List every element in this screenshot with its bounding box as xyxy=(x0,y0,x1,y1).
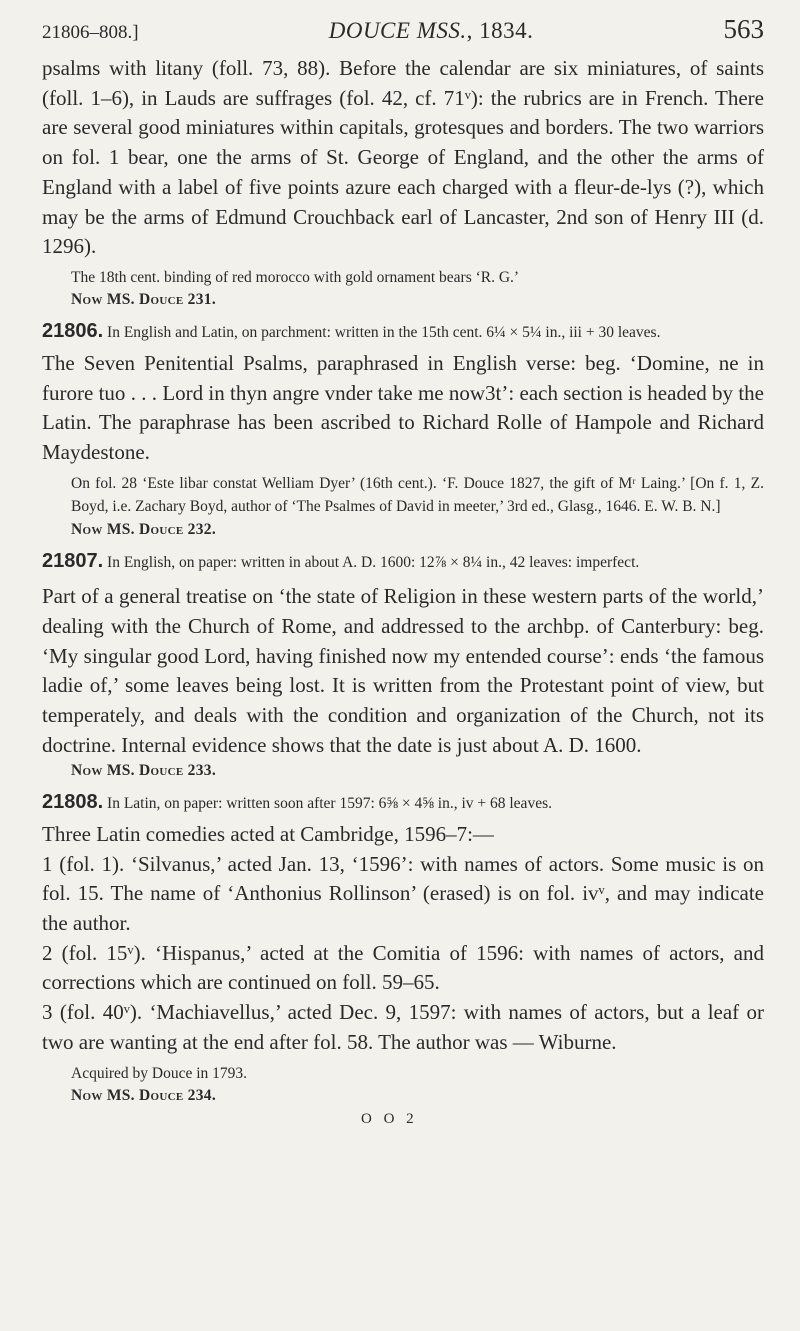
page xyxy=(42,14,764,1128)
entry-description: In English, on paper: written in about A. D. 1600: 12⅞ × 8¼ in., 42 leaves: imperfect. xyxy=(107,553,640,571)
entry-heading-21808 xyxy=(42,791,764,816)
entry-body-21807: Part of a general treatise on ‘the state of Religion in these western parts of the world,’ dealing with the Church of Rome, and addressed to the archbp. of Canterbury: beg. ‘My singular good Lord, having finished now my entended course’: ends ‘the famous ladie of,’ some leaves being lost. It is written from the Protestant point of view, but temperately, and deals with the condition and organization of the Church, not its doctrine. Internal evidence shows that the date is just about A. D. 1600. xyxy=(42,584,764,757)
entry-range: 21806–808.] xyxy=(42,22,139,43)
running-year: , 1834. xyxy=(466,18,534,43)
acquisition-note: Acquired by Douce in 1793. xyxy=(71,1064,248,1082)
shelfmark-text: Now MS. Douce 233. xyxy=(71,762,216,780)
entry-body-21806: The Seven Penitential Psalms, paraphrased in English verse: beg. ‘Domine, ne in furore tuo . . . Lord in thyn angre vnder take me now3t’: each section is headed by the Latin. The paraphrase has been ascribed to Richard Rolle of Hampole and Richard Maydestone. xyxy=(42,350,764,465)
entry-number: 21806. xyxy=(42,320,104,343)
list-item: 2 (fol. 15ᵛ). ‘Hispanus,’ acted at the Comitia of 1596: with names of actors, and corrections which are continued on foll. 59–65. xyxy=(42,940,764,995)
shelfmark-text: Now MS. Douce 232. xyxy=(71,520,216,538)
list-item: 1 (fol. 1). ‘Silvanus,’ acted Jan. 13, ‘1596’: with names of actors. Some music is on fol. 15. The name of ‘Anthonius Rollinson’ (erased) is on fol. ivᵛ, and may indicate the author. xyxy=(42,851,764,936)
entry-note-21806: On fol. 28 ‘Este libar constat Welliam Dyer’ (16th cent.). ‘F. Douce 1827, the gift of Mʳ Laing.’ [On f. 1, Z. Boyd, i.e. Zachary Boyd, author of ‘The Psalmes of David in meeter,’ 3rd ed., Glasg., 1646. E. W. B. N.] xyxy=(71,474,764,516)
shelfmark-text: Now MS. Douce 234. xyxy=(71,1087,216,1105)
running-title xyxy=(329,18,534,44)
shelfmark xyxy=(42,760,764,782)
entry-heading-21806 xyxy=(42,320,764,345)
shelfmark xyxy=(42,519,764,541)
shelfmark xyxy=(42,1085,764,1107)
shelfmark-text: Now MS. Douce 231. xyxy=(71,291,216,309)
entry-description: In English and Latin, on parchment: written in the 15th cent. 6¼ × 5¼ in., iii + 30 leaves. xyxy=(107,324,661,342)
binding-note: The 18th cent. binding of red morocco with gold ornament bears ‘R. G.’ xyxy=(71,268,520,286)
entry-heading-21807 xyxy=(42,550,764,575)
shelfmark xyxy=(42,289,764,311)
signature-mark: O O 2 xyxy=(361,1111,418,1128)
running-header xyxy=(42,14,764,54)
running-title-text: DOUCE MSS. xyxy=(328,18,467,43)
intro-paragraph: psalms with litany (foll. 73, 88). Before the calendar are six miniatures, of saints (foll. 1–6), in Lauds are suffrages (fol. 42, cf. 71ᵛ): the rubrics are in French. There are several good miniatures within capitals, grotesques and borders. The two warriors on fol. 1 bear, one the arms of St. George of England, and the other the arms of England with a label of five points azure each charged with a fleur-de-lys (?), which may be the arms of Edmund Crouchback earl of Lancaster, 2nd son of Henry III (d. 1296). xyxy=(42,56,764,259)
entry-number: 21808. xyxy=(42,791,104,814)
entry-number: 21807. xyxy=(42,549,104,572)
entry-description: In Latin, on paper: written soon after 1597: 6⅝ × 4⅝ in., iv + 68 leaves. xyxy=(107,795,552,813)
page-number: 563 xyxy=(723,14,764,44)
list-item: 3 (fol. 40ᵛ). ‘Machiavellus,’ acted Dec. 9, 1597: with names of actors, but a leaf or two are wanting at the end after fol. 58. The author was — Wiburne. xyxy=(42,1000,764,1054)
entry-body-21808: Three Latin comedies acted at Cambridge, 1596–7:— xyxy=(42,821,494,846)
